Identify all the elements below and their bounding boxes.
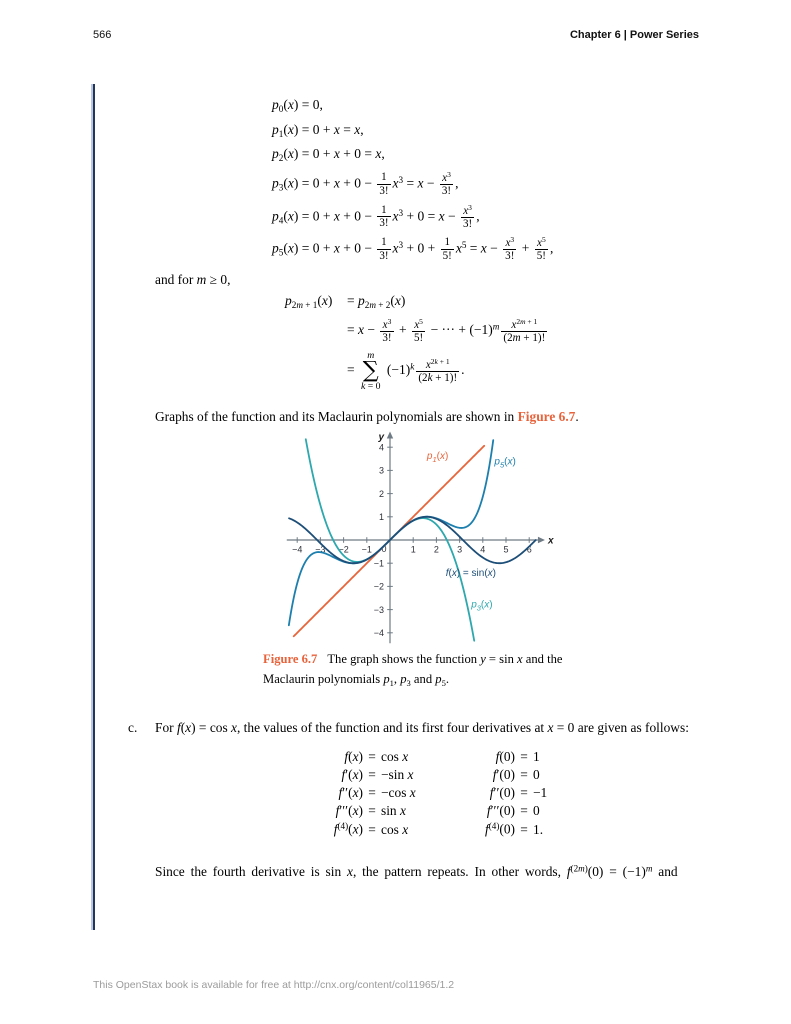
fraction: $\frac{1}{5!}$ xyxy=(442,236,452,262)
derivative-expr: f′(0) xyxy=(492,767,515,782)
x-axis-label: x xyxy=(547,535,554,547)
footer-text: This OpenStax book is available for free at http://cnx.org/content/col11965/1.2 xyxy=(93,979,455,991)
derivative-value: −1 xyxy=(533,785,548,800)
derivative-expr: f′′′(x) xyxy=(335,803,363,818)
derivative-value: 1 xyxy=(533,749,540,764)
equation-rhs: = $p_{2m + 2}(x)$ xyxy=(347,293,406,311)
derivative-expr: f′′(0) xyxy=(489,785,515,800)
y-tick-label: −2 xyxy=(373,581,384,592)
and-for-line: and for m ≥ 0, xyxy=(155,272,231,287)
x-tick-label: 0 xyxy=(381,544,387,554)
derivative-expr: f′′′(0) xyxy=(486,803,515,818)
equals-sign: = xyxy=(368,821,376,837)
equation-line: $p_1(x) = 0 + x = x$, xyxy=(272,121,364,139)
derivative-value: 0 xyxy=(533,767,540,782)
x-tick-label: −2 xyxy=(338,544,349,555)
curve-label-p1: $p_1(x)$ xyxy=(426,450,449,464)
equation-line: $p_3(x) = 0 + x + 0$ − $\frac{1}{3!}$ $x^3 = x$ − $\frac{x^3}{3!}$ , xyxy=(272,170,459,198)
derivative-value: −cos x xyxy=(381,785,416,800)
figure-plot xyxy=(263,429,569,651)
derivative-expr: $f^{(4)}(0)$ xyxy=(485,821,515,837)
equals-sign: = xyxy=(520,821,528,837)
y-tick-label: 2 xyxy=(378,488,384,499)
fraction: $\frac{x^3}{3!}$ xyxy=(441,170,452,198)
fraction: $\frac{1}{3!}$ xyxy=(379,236,389,262)
equals-sign: = xyxy=(368,749,376,764)
summation: m ∑ k = 0 xyxy=(361,349,381,392)
y-tick-label: 3 xyxy=(378,465,384,476)
equals-sign: = xyxy=(520,785,528,800)
equation-line: $p_5(x) = 0 + x + 0$ − $\frac{1}{3!}$ $x^3 + 0$ + $\frac{1}{5!}$ $x^5 = x$ − $\frac{x^3}{3!}$ + $\frac{x^5}{5!}$ , xyxy=(272,235,554,263)
x-axis-arrow xyxy=(538,537,545,543)
y-axis-arrow xyxy=(387,431,393,438)
figure-reference: Figure 6.7 xyxy=(263,652,318,666)
p2m-equations-block xyxy=(285,292,549,397)
y-tick-label: −3 xyxy=(373,604,384,615)
equals-sign: = xyxy=(520,767,528,782)
fraction: $\frac{x^3}{3!}$ xyxy=(382,317,392,345)
derivative-value: sin x xyxy=(381,803,406,818)
page-number: 566 xyxy=(93,29,112,41)
item-c xyxy=(128,720,713,736)
equation-rhs: = m ∑ k = 0 $(-1)^k$ $\frac{x^{2k + 1}}{(2k + 1)!}$ . xyxy=(347,349,465,392)
derivative-value: cos x xyxy=(381,821,409,837)
derivative-expr: $f^{(4)}(x)$ xyxy=(333,821,363,837)
derivative-value: 0 xyxy=(533,803,540,818)
fraction: $\frac{x^{2m + 1}}{(2m + 1)!}$ xyxy=(503,317,546,345)
equals-sign: = xyxy=(368,803,376,818)
equation-rhs: = x − $\frac{x^3}{3!}$ + $\frac{x^5}{5!}$ − ··· + $(-1)^m$ $\frac{x^{2m + 1}}{(2m + 1)!}$ xyxy=(347,317,546,345)
figure-reference: Figure 6.7 xyxy=(517,409,576,424)
derivative-expr: f′′(x) xyxy=(338,785,363,800)
equation-lhs: $p_{2m + 1}(x)$ xyxy=(285,293,333,311)
x-tick-label: −3 xyxy=(315,544,326,555)
fraction: $\frac{x^3}{3!}$ xyxy=(505,235,515,263)
figure-caption: Figure 6.7 The graph shows the function y = sin x and the Maclaurin polynomials $p_1$, $p_3$ and $p_5$. xyxy=(263,652,563,688)
y-tick-label: 1 xyxy=(378,512,384,522)
derivative-expr: f′(x) xyxy=(341,767,363,782)
equation-line: $p_0(x) = 0$, xyxy=(272,97,323,115)
y-tick-label: −1 xyxy=(373,558,384,569)
x-tick-label: 5 xyxy=(503,544,509,555)
fraction: $\frac{x^3}{3!}$ xyxy=(462,202,473,230)
y-tick-label: 4 xyxy=(378,442,384,453)
curve-label-p3: $p_3(x)$ xyxy=(471,599,493,613)
derivative-expr: f(x) xyxy=(344,749,363,764)
equation-row xyxy=(285,318,549,345)
y-tick-label: −4 xyxy=(373,628,384,638)
curve-label-sin: f(x) = sin(x) xyxy=(445,568,497,579)
page-footer xyxy=(93,979,454,991)
x-tick-label: 2 xyxy=(433,544,439,555)
derivative-value: 1. xyxy=(533,821,544,837)
since-paragraph: Since the fourth derivative is sin x, the pattern repeats. In other words, $f^{(2m)}(0) = (-1)^m$ and xyxy=(155,863,678,879)
x-tick-label: −4 xyxy=(292,544,303,555)
x-tick-label: 1 xyxy=(410,544,416,555)
item-c-text: For f(x) = cos x, the values of the function and its first four derivatives at x = 0 are given as follows: xyxy=(155,720,689,735)
derivative-expr: f(0) xyxy=(495,749,515,764)
item-c-label: c. xyxy=(128,720,138,735)
x-tick-label: −1 xyxy=(361,544,372,555)
chapter-title: Chapter 6 | Power Series xyxy=(569,29,699,41)
y-axis-label: y xyxy=(378,432,384,443)
derivatives-table xyxy=(303,749,573,838)
equals-sign: = xyxy=(368,767,376,782)
x-tick-label: 3 xyxy=(457,544,463,555)
left-margin-rule xyxy=(91,84,95,930)
equals-sign: = xyxy=(520,803,528,818)
equation-line: $p_4(x) = 0 + x + 0$ − $\frac{1}{3!}$ $x^3 + 0 = x$ − $\frac{x^3}{3!}$ , xyxy=(272,202,480,230)
maclaurin-equations-block xyxy=(272,97,553,269)
equation-line: $p_2(x) = 0 + x + 0 = x$, xyxy=(272,146,385,164)
derivative-value: cos x xyxy=(381,749,409,764)
fraction: $\frac{x^5}{5!}$ xyxy=(536,235,546,263)
curve-label-p5: $p_5(x)$ xyxy=(494,456,516,470)
equation-row xyxy=(285,351,549,392)
equation-row xyxy=(285,292,549,312)
fraction: $\frac{1}{3!}$ xyxy=(379,171,389,197)
fraction: $\frac{x^{2k + 1}}{(2k + 1)!}$ xyxy=(418,356,458,384)
derivative-value: −sin x xyxy=(381,767,414,782)
equals-sign: = xyxy=(520,749,528,764)
equals-sign: = xyxy=(368,785,376,800)
x-tick-label: 4 xyxy=(480,544,486,555)
fraction: $\frac{x^5}{5!}$ xyxy=(413,317,424,345)
page-header xyxy=(93,29,699,41)
x-tick-label: 6 xyxy=(526,544,532,555)
fraction: $\frac{1}{3!}$ xyxy=(379,203,389,230)
graphs-sentence: Graphs of the function and its Maclaurin polynomials are shown in Figure 6.7. xyxy=(155,409,579,424)
